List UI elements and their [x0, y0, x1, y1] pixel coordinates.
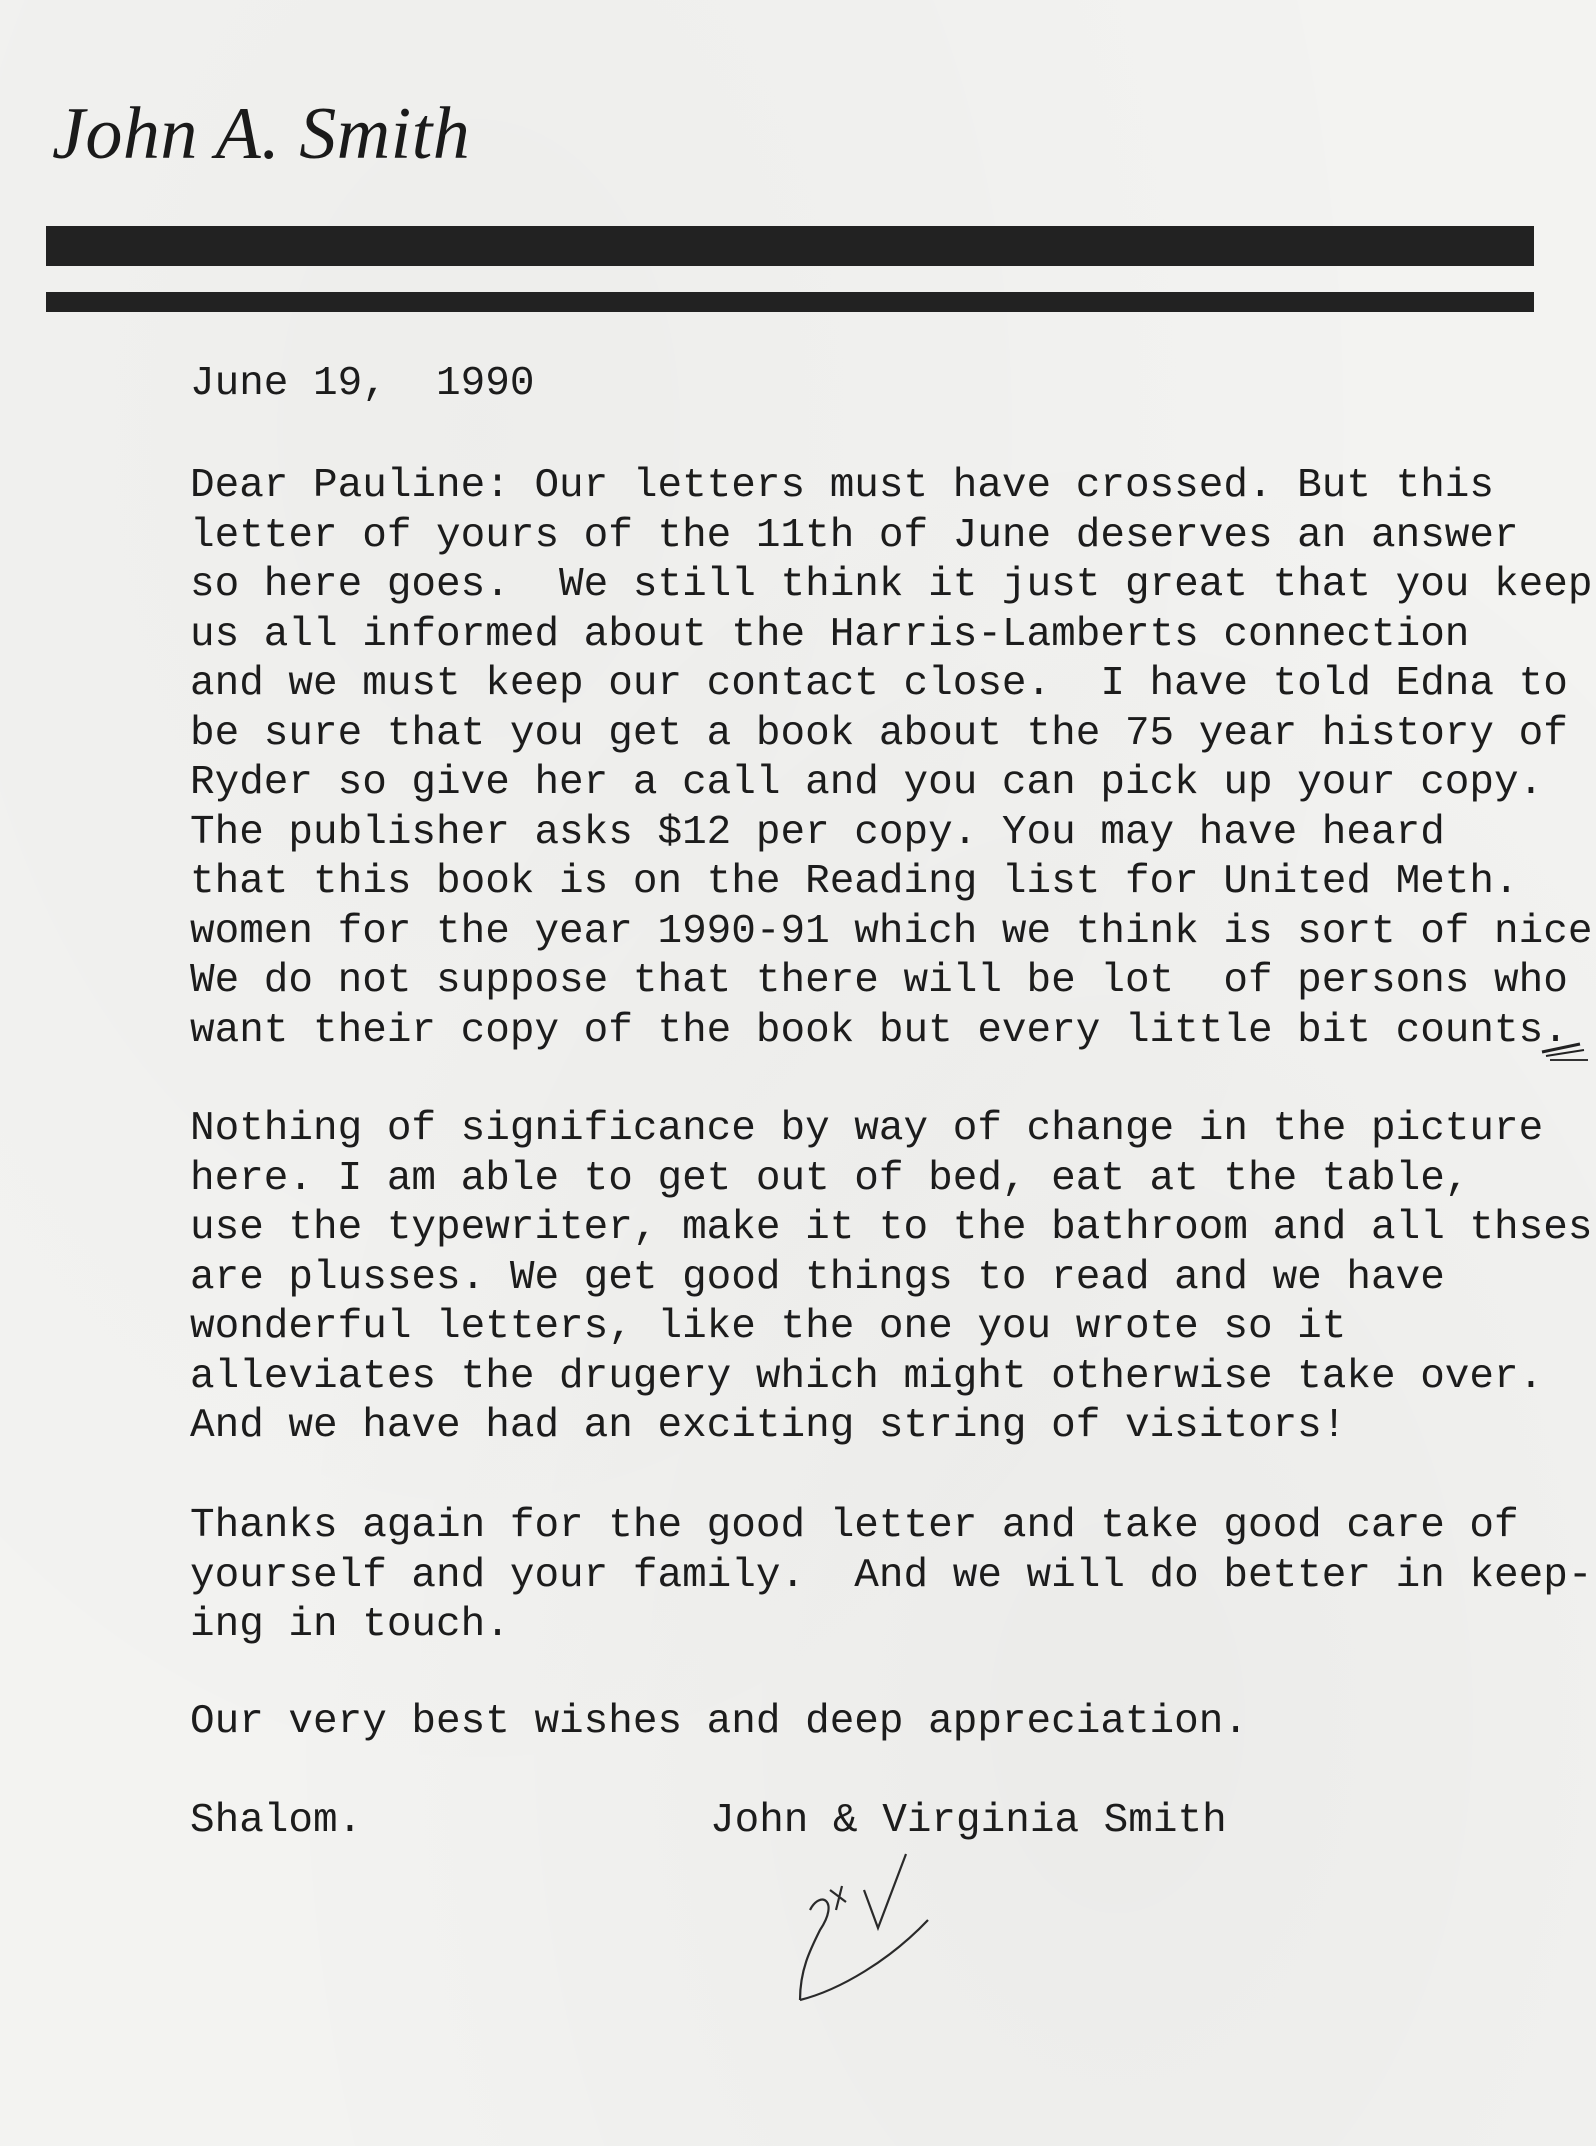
- closing-wishes: Our very best wishes and deep appreciation.: [190, 1699, 1248, 1745]
- letterhead-name: John A. Smith: [52, 93, 471, 175]
- letterhead-rule-thin: [46, 292, 1534, 312]
- body-paragraph-1: Dear Pauline: Our letters must have crossed. But this letter of yours of the 11th of June deserves an answer so here goes. We still think it just great that you keep us all informed about the Harris-Lamberts connection and we must keep our contact close. I have told Edna to be sure that you get a book about the 75 year history of Ryder so give her a call and you can pick up your copy. The publisher asks $12 per copy. You may have heard that this book is on the Reading list for United Meth. women for the year 1990-91 which we think is sort of nice We do not suppose that there will be lot of persons who want their copy of the book but every little bit counts.: [190, 463, 1593, 1054]
- signer-names: John & Virginia Smith: [710, 1798, 1227, 1844]
- body-paragraph-2: Nothing of significance by way of change in the picture here. I am able to get out of bed, eat at the table, use the typewriter, make it to the bathroom and all thses are plusses. We get good things to read and we have wonderful letters, like the one you wrote so it alleviates the drugery which might otherwise take over. And we have had an exciting string of visitors!: [190, 1106, 1593, 1449]
- closing-salutation: Shalom.: [190, 1798, 363, 1844]
- margin-pen-mark: [1540, 1030, 1596, 1090]
- letter-date: June 19, 1990: [190, 361, 535, 407]
- letterhead-rule-thick: [46, 226, 1534, 266]
- body-paragraph-3: Thanks again for the good letter and take good care of yourself and your family. And we will do better in keep- ing in touch.: [190, 1503, 1593, 1648]
- handwritten-signature: [780, 1850, 960, 2040]
